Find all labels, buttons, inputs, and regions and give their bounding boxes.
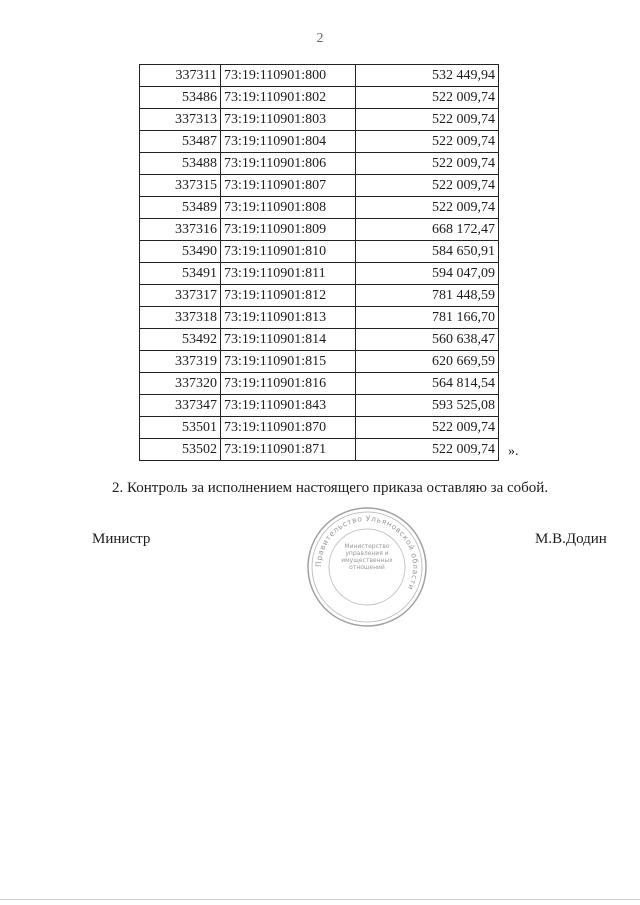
table-row bbox=[140, 153, 499, 175]
cadastral-number-cell: 73:19:110901:810 bbox=[221, 241, 356, 263]
row-id-cell: 337318 bbox=[140, 307, 221, 329]
row-id-cell: 53502 bbox=[140, 439, 221, 461]
table-row bbox=[140, 197, 499, 219]
table-row bbox=[140, 219, 499, 241]
cadastral-value-cell: 522 009,74 bbox=[356, 131, 499, 153]
table-row bbox=[140, 263, 499, 285]
table-body bbox=[140, 65, 499, 461]
row-id-cell: 53501 bbox=[140, 417, 221, 439]
row-id-cell: 53487 bbox=[140, 131, 221, 153]
signatory-title: Министр bbox=[92, 531, 151, 547]
page-number: 2 bbox=[316, 31, 324, 46]
stamp-center-text: Министерство управления и имущественных отношений bbox=[341, 543, 393, 571]
table-row bbox=[140, 439, 499, 461]
table-row bbox=[140, 329, 499, 351]
cadastral-number-cell: 73:19:110901:807 bbox=[221, 175, 356, 197]
cadastral-number-cell: 73:19:110901:843 bbox=[221, 395, 356, 417]
cadastral-number-cell: 73:19:110901:816 bbox=[221, 373, 356, 395]
row-id-cell: 53486 bbox=[140, 87, 221, 109]
table-row bbox=[140, 417, 499, 439]
signatory-name: М.В.Додин bbox=[535, 531, 607, 547]
cadastral-value-cell: 593 525,08 bbox=[356, 395, 499, 417]
cadastral-number-cell: 73:19:110901:814 bbox=[221, 329, 356, 351]
control-paragraph: 2. Контроль за исполнением настоящего приказа оставляю за собой. bbox=[112, 480, 549, 496]
cadastral-value-table bbox=[139, 64, 499, 461]
cadastral-value-cell: 620 669,59 bbox=[356, 351, 499, 373]
table-row bbox=[140, 241, 499, 263]
cadastral-value-cell: 781 448,59 bbox=[356, 285, 499, 307]
row-id-cell: 337313 bbox=[140, 109, 221, 131]
cadastral-number-cell: 73:19:110901:811 bbox=[221, 263, 356, 285]
table-row bbox=[140, 131, 499, 153]
closing-quote: ». bbox=[508, 444, 519, 459]
cadastral-number-cell: 73:19:110901:804 bbox=[221, 131, 356, 153]
table-row bbox=[140, 109, 499, 131]
row-id-cell: 337319 bbox=[140, 351, 221, 373]
table-row bbox=[140, 175, 499, 197]
row-id-cell: 337311 bbox=[140, 65, 221, 87]
cadastral-number-cell: 73:19:110901:808 bbox=[221, 197, 356, 219]
row-id-cell: 53490 bbox=[140, 241, 221, 263]
cadastral-value-cell: 560 638,47 bbox=[356, 329, 499, 351]
table-row bbox=[140, 65, 499, 87]
cadastral-number-cell: 73:19:110901:815 bbox=[221, 351, 356, 373]
cadastral-value-cell: 781 166,70 bbox=[356, 307, 499, 329]
cadastral-number-cell: 73:19:110901:802 bbox=[221, 87, 356, 109]
cadastral-value-cell: 584 650,91 bbox=[356, 241, 499, 263]
row-id-cell: 337317 bbox=[140, 285, 221, 307]
cadastral-value-cell: 522 009,74 bbox=[356, 109, 499, 131]
cadastral-value-cell: 522 009,74 bbox=[356, 87, 499, 109]
cadastral-value-cell: 522 009,74 bbox=[356, 153, 499, 175]
row-id-cell: 337347 bbox=[140, 395, 221, 417]
cadastral-number-cell: 73:19:110901:803 bbox=[221, 109, 356, 131]
table-row bbox=[140, 87, 499, 109]
cadastral-value-cell: 522 009,74 bbox=[356, 197, 499, 219]
row-id-cell: 337320 bbox=[140, 373, 221, 395]
table-row bbox=[140, 373, 499, 395]
cadastral-value-cell: 564 814,54 bbox=[356, 373, 499, 395]
cadastral-value-cell: 668 172,47 bbox=[356, 219, 499, 241]
cadastral-number-cell: 73:19:110901:871 bbox=[221, 439, 356, 461]
row-id-cell: 53489 bbox=[140, 197, 221, 219]
cadastral-value-cell: 522 009,74 bbox=[356, 175, 499, 197]
official-stamp-seal bbox=[305, 505, 429, 629]
cadastral-number-cell: 73:19:110901:813 bbox=[221, 307, 356, 329]
table-row bbox=[140, 285, 499, 307]
table-row bbox=[140, 395, 499, 417]
cadastral-value-cell: 594 047,09 bbox=[356, 263, 499, 285]
table-row bbox=[140, 351, 499, 373]
table-row bbox=[140, 307, 499, 329]
row-id-cell: 53491 bbox=[140, 263, 221, 285]
cadastral-number-cell: 73:19:110901:809 bbox=[221, 219, 356, 241]
page-bottom-edge bbox=[0, 899, 640, 900]
row-id-cell: 53492 bbox=[140, 329, 221, 351]
row-id-cell: 337316 bbox=[140, 219, 221, 241]
cadastral-number-cell: 73:19:110901:800 bbox=[221, 65, 356, 87]
row-id-cell: 53488 bbox=[140, 153, 221, 175]
cadastral-value-cell: 522 009,74 bbox=[356, 417, 499, 439]
stamp-ring-text: Правительство Ульяновской области bbox=[313, 513, 421, 592]
cadastral-number-cell: 73:19:110901:870 bbox=[221, 417, 356, 439]
cadastral-value-cell: 522 009,74 bbox=[356, 439, 499, 461]
cadastral-value-cell: 532 449,94 bbox=[356, 65, 499, 87]
cadastral-number-cell: 73:19:110901:812 bbox=[221, 285, 356, 307]
row-id-cell: 337315 bbox=[140, 175, 221, 197]
cadastral-number-cell: 73:19:110901:806 bbox=[221, 153, 356, 175]
